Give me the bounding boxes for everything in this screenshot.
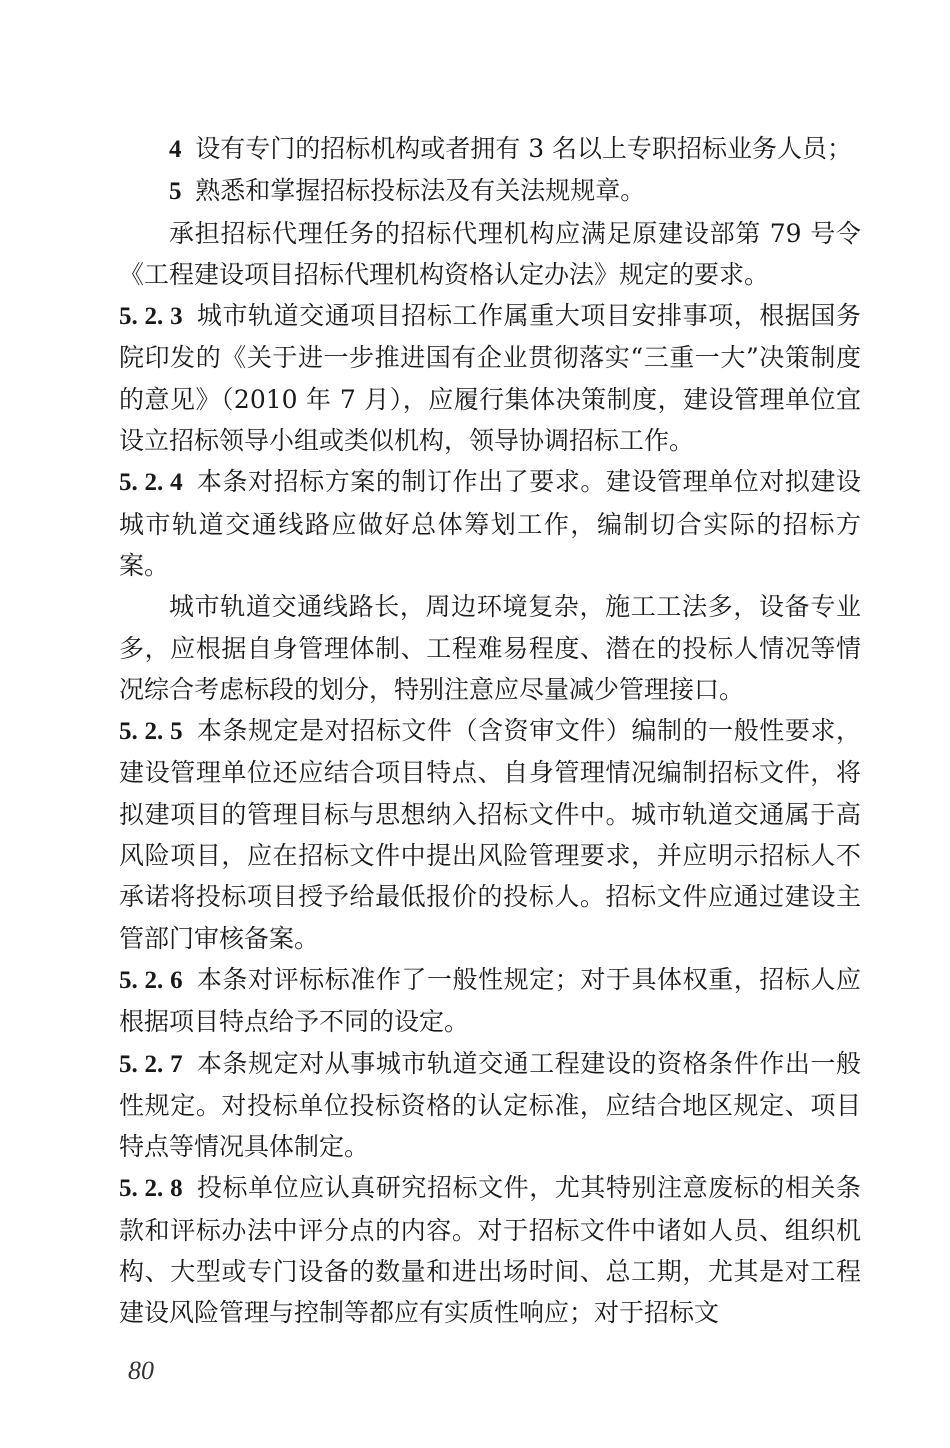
clause-number: 5. 2. 5 [119, 718, 183, 746]
clause-text: 本条对评标标准作了一般性规定；对于具体权重，招标人应根据项目特点给予不同的设定。 [119, 964, 861, 1037]
list-item-text: 设有专门的招标机构或者拥有 3 名以上专职招标业务人员； [195, 134, 853, 163]
clause-text: 本条规定是对招标文件（含资审文件）编制的一般性要求，建设管理单位还应结合项目特点、自身管理情况编制招标文件，将拟建项目的管理目标与思想纳入招标文件中。城市轨道交通属于高风险项目，应在招标文件中提出风险管理要求，并应明示招标人不承诺将投标项目授予给最低报价的投标人。招标文件应通过建设主管部门审核备案。 [119, 716, 861, 953]
clause-5-2-6 [119, 959, 861, 1043]
list-item-number: 4 [169, 136, 182, 163]
clause-5-2-3 [119, 295, 861, 461]
paragraph-section-division: 城市轨道交通线路长，周边环境复杂，施工工法多，设备专业多，应根据自身管理体制、工程难易程度、潜在的投标人情况等情况综合考虑标段的划分，特别注意应尽量减少管理接口。 [119, 592, 861, 704]
clause-text: 投标单位应认真研究招标文件，尤其特别注意废标的相关条款和评标办法中评分点的内容。对于招标文件中诸如人员、组织机构、大型或专门设备的数量和进出场时间、总工期，尤其是对工程建设风险管理与控制等都应有实质性响应；对于招标文 [119, 1173, 861, 1328]
clause-number: 5. 2. 6 [119, 966, 183, 994]
list-item-4 [119, 128, 861, 170]
list-item-5 [119, 170, 861, 212]
paragraph-agency-requirement: 承担招标代理任务的招标代理机构应满足原建设部第 79 号令《工程建设项目招标代理机构资格认定办法》规定的要求。 [119, 218, 861, 289]
clause-text: 本条规定对从事城市轨道交通工程建设的资格条件作出一般性规定。对投标单位投标资格的认定标准，应结合地区规定、项目特点等情况具体制定。 [119, 1048, 861, 1162]
document-body [119, 128, 861, 1334]
list-item-text: 熟悉和掌握招标投标法及有关法规规章。 [195, 176, 646, 206]
clause-number: 5. 2. 4 [119, 469, 183, 497]
clause-5-2-4 [119, 461, 861, 586]
clause-number: 5. 2. 8 [119, 1175, 183, 1203]
clause-5-2-5 [119, 710, 861, 959]
clause-5-2-8 [119, 1167, 861, 1333]
list-item-number: 5 [169, 178, 182, 206]
clause-text: 本条对招标方案的制订作出了要求。建设管理单位对拟建设城市轨道交通线路应做好总体筹划工作，编制切合实际的招标方案。 [119, 467, 861, 580]
page-number: 80 [128, 1356, 154, 1385]
clause-text: 城市轨道交通项目招标工作属重大项目安排事项，根据国务院印发的《关于进一步推进国有企业贯彻落实“三重一大”决策制度的意见》（2010 年 7 月），应履行集体决策制度，建设管理单位宜设立招标领导小组或类似机构，领导协调招标工作。 [119, 301, 861, 456]
clause-number: 5. 2. 7 [119, 1050, 183, 1078]
clause-number: 5. 2. 3 [119, 303, 183, 331]
clause-5-2-7 [119, 1043, 861, 1168]
